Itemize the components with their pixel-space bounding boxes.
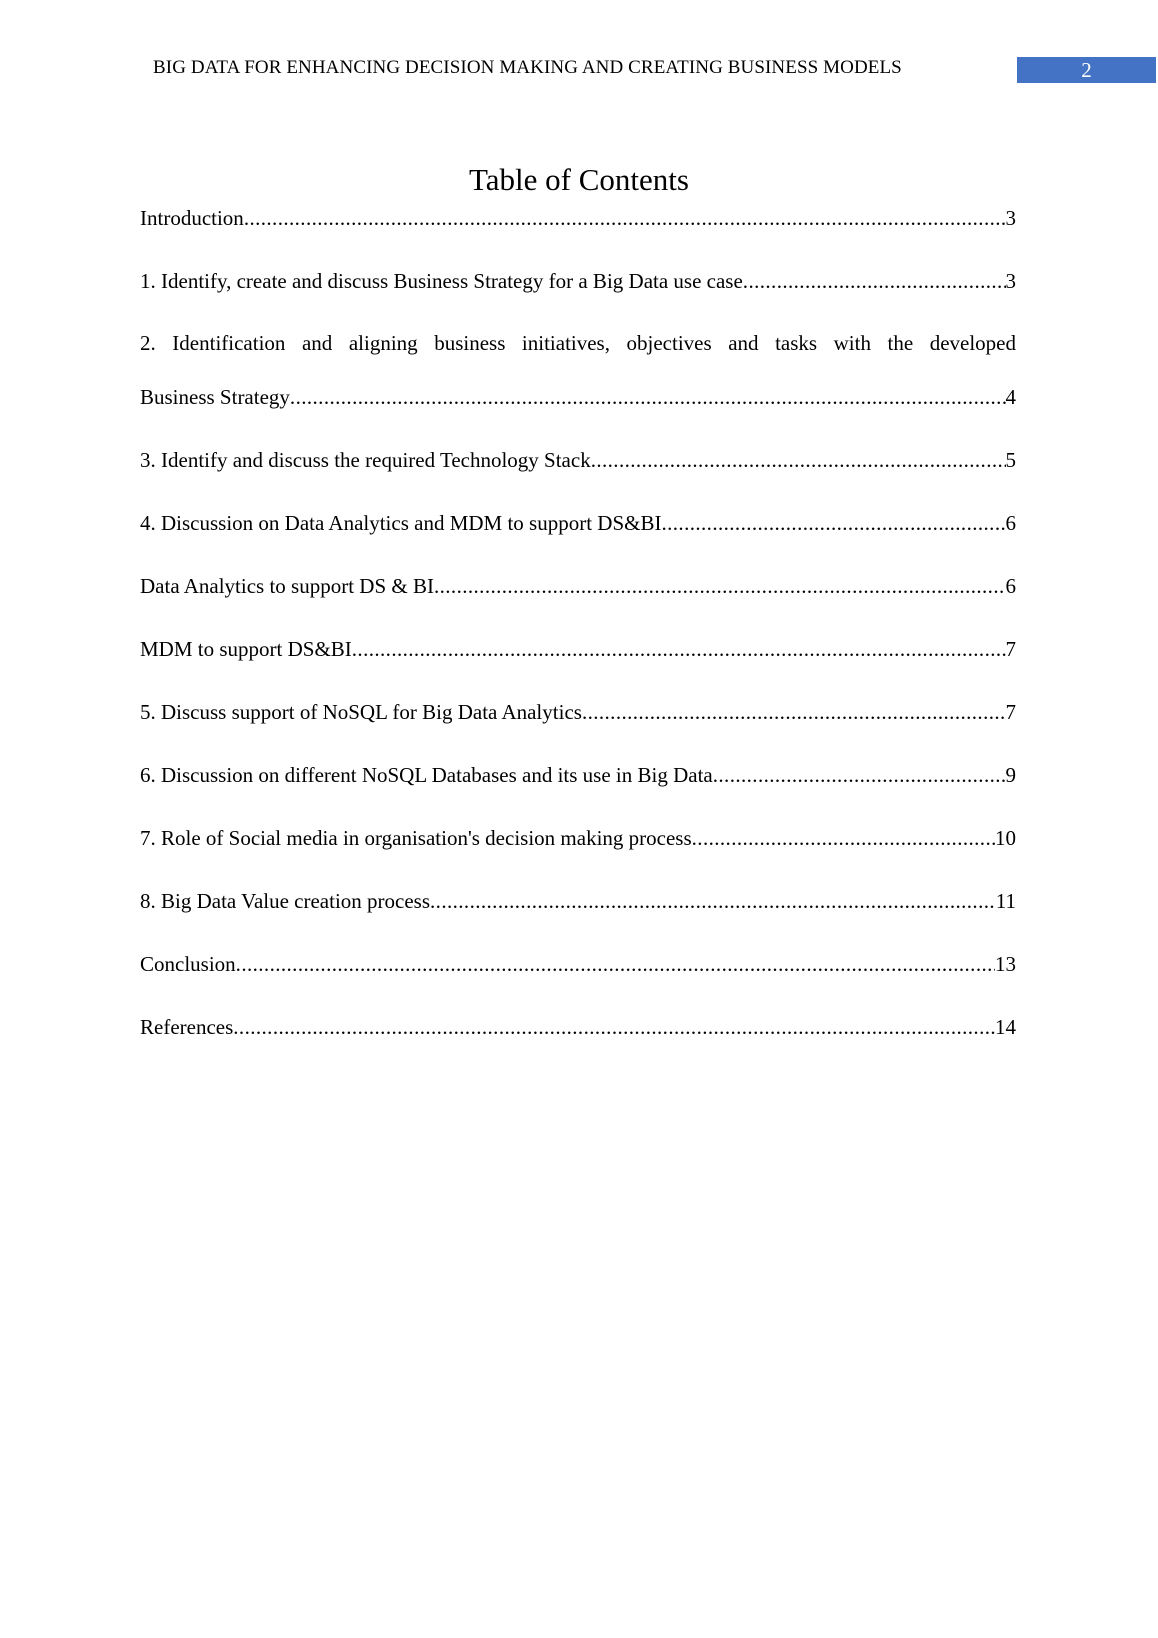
toc-entry-introduction[interactable] xyxy=(140,203,1016,233)
toc-leader xyxy=(434,571,1006,601)
toc-entry-page: 5 xyxy=(1005,448,1016,472)
toc-entry-page: 10 xyxy=(995,826,1016,850)
toc-entry-title: 1. Identify, create and discuss Business Strategy for a Big Data use case xyxy=(140,269,743,293)
toc-entry-title: Business Strategy xyxy=(140,385,290,409)
toc-entry-title: 6. Discussion on different NoSQL Databases and its use in Big Data xyxy=(140,763,713,787)
toc-entry-nosql-databases[interactable] xyxy=(140,760,1016,790)
toc-entry-page: 4 xyxy=(1005,385,1016,409)
toc-entry-page: 14 xyxy=(995,1015,1016,1039)
toc-entry-title: 5. Discuss support of NoSQL for Big Data Analytics xyxy=(140,700,582,724)
toc-entry-page: 3 xyxy=(1005,269,1016,293)
toc-entry-title: Conclusion xyxy=(140,952,236,976)
toc-entry-page: 9 xyxy=(1005,763,1016,787)
toc-entry-page: 6 xyxy=(1005,511,1016,535)
toc-entry-nosql-support[interactable] xyxy=(140,697,1016,727)
toc-entry-technology-stack[interactable] xyxy=(140,445,1016,475)
toc-leader xyxy=(290,382,1006,412)
toc-entry-title: 7. Role of Social media in organisation's decision making process xyxy=(140,826,692,850)
running-head: BIG DATA FOR ENHANCING DECISION MAKING AND CREATING BUSINESS MODELS xyxy=(153,57,902,78)
toc-entry-references[interactable] xyxy=(140,1012,1016,1042)
toc-title: Table of Contents xyxy=(469,162,689,197)
toc-entry-mdm[interactable] xyxy=(140,634,1016,664)
toc-entry-aligning-initiatives[interactable] xyxy=(140,328,1016,412)
toc-entry-title: Introduction xyxy=(140,206,244,230)
toc-entry-title: Data Analytics to support DS & BI xyxy=(140,574,434,598)
toc-entry-title: 3. Identify and discuss the required Technology Stack xyxy=(140,448,591,472)
toc-entry-title-line1: 2. Identification and aligning business initiatives, objectives and tasks with the developed xyxy=(140,331,1016,355)
toc-entry-page: 11 xyxy=(995,889,1016,913)
toc-leader xyxy=(692,823,995,853)
toc-entry-page: 6 xyxy=(1005,574,1016,598)
toc-entry-business-strategy[interactable] xyxy=(140,266,1016,296)
toc-entry-page: 3 xyxy=(1005,206,1016,230)
toc-leader xyxy=(591,445,1006,475)
toc-leader xyxy=(661,508,1005,538)
toc-leader xyxy=(430,886,996,916)
page-header xyxy=(0,0,1158,100)
toc-entry-page: 13 xyxy=(995,952,1016,976)
toc-entry-data-analytics[interactable] xyxy=(140,571,1016,601)
toc-leader xyxy=(743,266,1006,296)
toc-leader xyxy=(582,697,1006,727)
toc-leader xyxy=(244,203,1006,233)
toc-entry-title: References xyxy=(140,1015,234,1039)
toc-entry-title: 8. Big Data Value creation process xyxy=(140,889,431,913)
toc-entry-conclusion[interactable] xyxy=(140,949,1016,979)
toc-leader xyxy=(713,760,1006,790)
toc-entry-page: 7 xyxy=(1005,637,1016,661)
toc-leader xyxy=(233,1012,995,1042)
toc-entry-value-creation[interactable] xyxy=(140,886,1016,916)
toc-entry-title: MDM to support DS&BI xyxy=(140,637,352,661)
toc-entry-social-media[interactable] xyxy=(140,823,1016,853)
toc-entry-title: 4. Discussion on Data Analytics and MDM to support DS&BI xyxy=(140,511,662,535)
toc-leader xyxy=(236,949,995,979)
toc-leader xyxy=(352,634,1006,664)
toc-entry-page: 7 xyxy=(1005,700,1016,724)
page-number: 2 xyxy=(1017,57,1156,83)
toc-entry-data-analytics-mdm[interactable] xyxy=(140,508,1016,538)
